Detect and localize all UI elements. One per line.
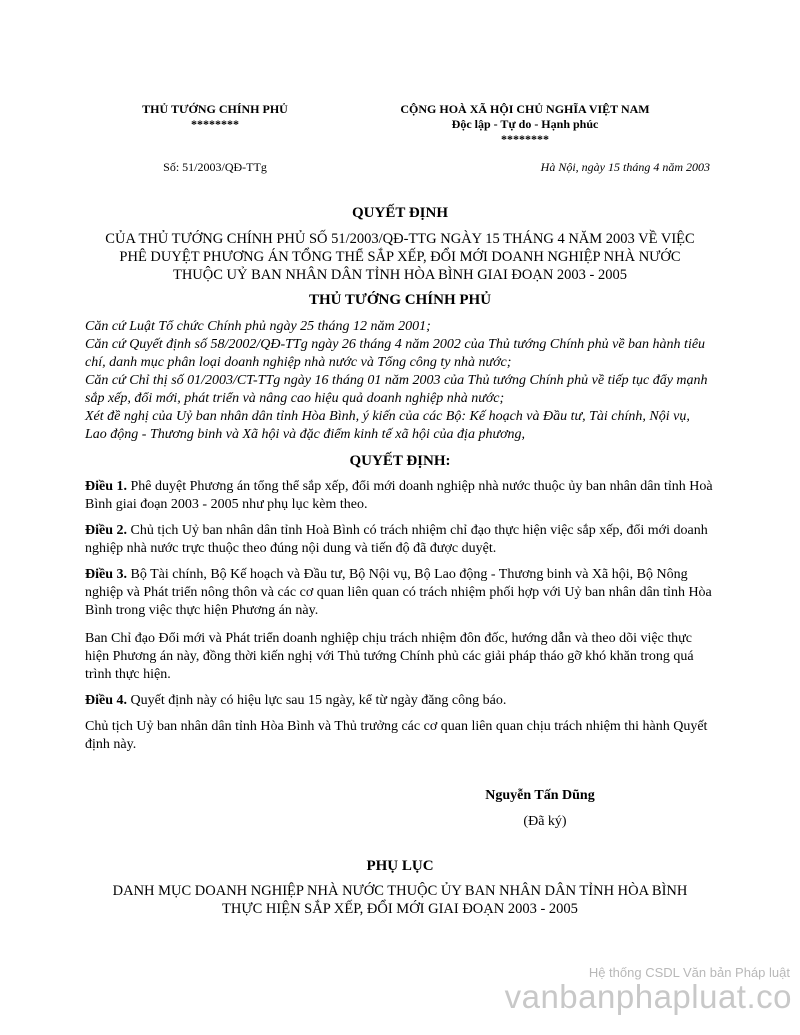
signer-name: Nguyễn Tấn Dũng (485, 788, 595, 803)
article-text: Bộ Tài chính, Bộ Kế hoạch và Đầu tư, Bộ Nội vụ, Bộ Lao động - Thương binh và Xã hội, Bộ Nông nghiệp và Phát triển nông thôn và các cơ quan liên quan có trách nhiệm phối hợp với Uỷ ban nhân dân tỉnh Hòa Bình trong việc thực hiện Phương án này. (85, 567, 712, 618)
article-text: Quyết định này có hiệu lực sau 15 ngày, kể từ ngày đăng công báo. (127, 693, 507, 708)
article-4 (85, 692, 715, 710)
preamble-line: Căn cứ Luật Tổ chức Chính phủ ngày 25 tháng 12 năm 2001; (85, 319, 431, 334)
issuer-block (115, 102, 315, 132)
appendix-subtitle: DANH MỤC DOANH NGHIỆP NHÀ NƯỚC THUỘC ỦY BAN NHÂN DÂN TỈNH HÒA BÌNH THỰC HIỆN SẮP XẾP, ĐỔI MỚI GIAI ĐOẠN 2003 - 2005 (112, 883, 688, 917)
issuer-name: THỦ TƯỚNG CHÍNH PHỦ (142, 102, 288, 116)
watermark-site: vanbanphapluat.co (504, 978, 792, 1015)
doc-number: Số: 51/2003/QĐ-TTg (163, 160, 267, 174)
article-text: Chủ tịch Uỷ ban nhân dân tỉnh Hoà Bình có trách nhiệm chỉ đạo thực hiện việc sắp xếp, đổi mới doanh nghiệp nhà nước trực thuộc theo đúng nội dung và tiến độ đã được duyệt. (85, 523, 708, 556)
article-label: Điều 3. (85, 567, 127, 582)
country-name: CỘNG HOÀ XÃ HỘI CHỦ NGHĨA VIỆT NAM (400, 102, 650, 116)
article-2 (85, 522, 715, 558)
national-header (370, 102, 680, 147)
article-text: Phê duyệt Phương án tổng thể sắp xếp, đổi mới doanh nghiệp nhà nước thuộc ủy ban nhân dân tỉnh Hoà Bình giai đoạn 2003 - 2005 như phụ lục kèm theo. (85, 479, 713, 512)
signed-note: (Đã ký) (523, 814, 567, 829)
preamble-line: Căn cứ Chỉ thị số 01/2003/CT-TTg ngày 16 tháng 01 năm 2003 của Thủ tướng Chính phủ về tiếp tục đẩy mạnh sắp xếp, đổi mới, phát triển và nâng cao hiệu quả doanh nghiệp nhà nước; (85, 373, 708, 406)
article-3-extra (85, 630, 715, 684)
national-motto: Độc lập - Tự do - Hạnh phúc (451, 117, 599, 131)
preamble-line: Xét đề nghị của Uỷ ban nhân dân tỉnh Hòa Bình, ý kiến của các Bộ: Kế hoạch và Đầu tư, Tài chính, Nội vụ, Lao động - Thương binh và Xã hội và đặc điểm kinh tế xã hội của địa phương, (85, 409, 690, 442)
article-label: Điều 2. (85, 523, 127, 538)
preamble (85, 318, 715, 444)
article-3 (85, 566, 715, 620)
national-stars: ******** (501, 132, 549, 146)
issuer-stars: ******** (191, 117, 239, 131)
article-label: Điều 4. (85, 693, 127, 708)
paragraph: Ban Chỉ đạo Đổi mới và Phát triển doanh nghiệp chịu trách nhiệm đôn đốc, hướng dẫn và theo dõi việc thực hiện Phương án này, đồng thời kiến nghị với Thủ tướng Chính phủ các giải pháp tháo gỡ khó khăn trong quá trình thực hiện. (85, 631, 694, 682)
preamble-line: Căn cứ Quyết định số 58/2002/QĐ-TTg ngày 26 tháng 4 năm 2002 của Thủ tướng Chính phủ về ban hành tiêu chí, danh mục phân loại doanh nghiệp nhà nước và Tổng công ty nhà nước; (85, 337, 706, 370)
article-label: Điều 1. (85, 479, 127, 494)
appendix-title: PHỤ LỤC (366, 858, 434, 874)
article-1 (85, 478, 715, 514)
paragraph: Chủ tịch Uỷ ban nhân dân tỉnh Hòa Bình và Thủ trưởng các cơ quan liên quan chịu trách nhiệm thi hành Quyết định này. (85, 719, 708, 752)
place-date: Hà Nội, ngày 15 tháng 4 năm 2003 (540, 160, 710, 174)
article-4-extra (85, 718, 715, 754)
authority-title: THỦ TƯỚNG CHÍNH PHỦ (308, 292, 492, 308)
decides-heading: QUYẾT ĐỊNH: (349, 453, 451, 469)
doc-title: QUYẾT ĐỊNH (352, 205, 448, 221)
watermark-line: Hệ thống CSDL Văn bản Pháp luật (588, 965, 790, 980)
doc-subtitle: CỦA THỦ TƯỚNG CHÍNH PHỦ SỐ 51/2003/QĐ-TTG NGÀY 15 THÁNG 4 NĂM 2003 VỀ VIỆC PHÊ DUYỆT PHƯƠNG ÁN TỔNG THỂ SẮP XẾP, ĐỔI MỚI DOANH NGHIỆP NHÀ NƯỚC THUỘC UỶ BAN NHÂN DÂN TỈNH HÒA BÌNH GIAI ĐOẠN 2003 - 2005 (105, 231, 695, 283)
